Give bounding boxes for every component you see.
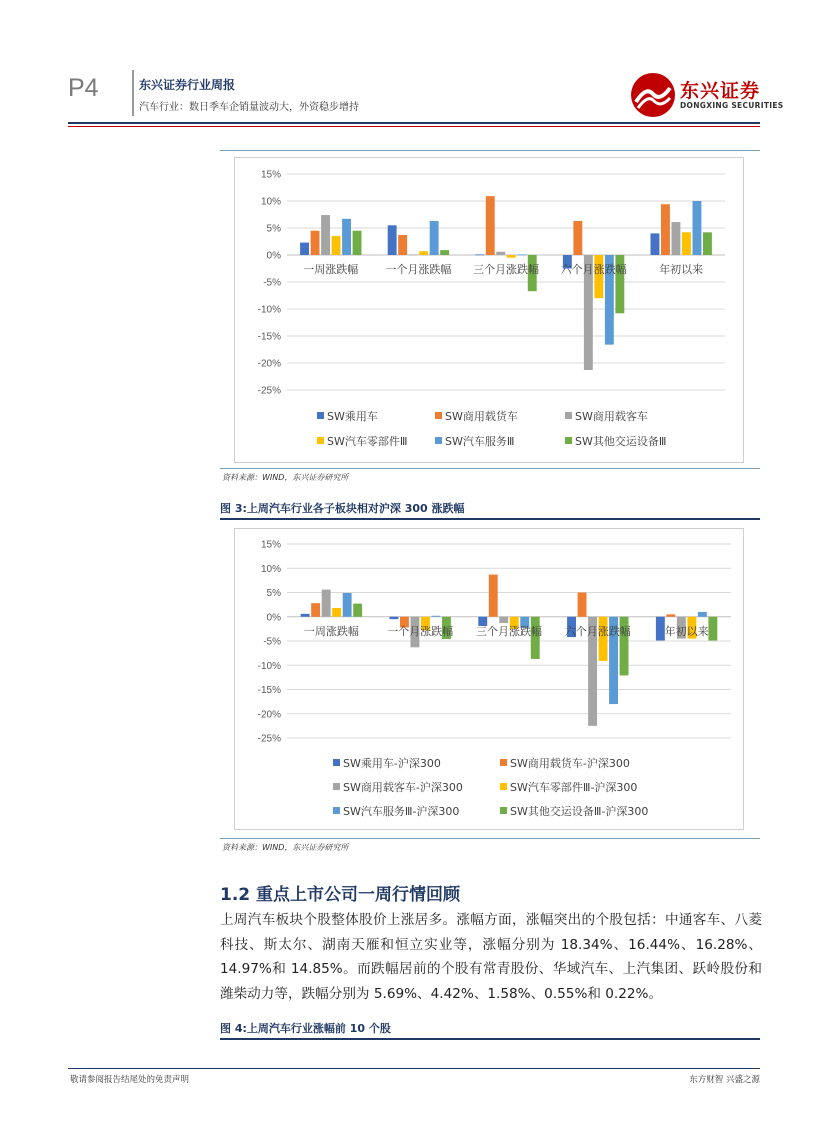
bar	[496, 252, 505, 255]
category-label: 年初以来	[659, 263, 704, 276]
chart1-top-rule	[220, 150, 760, 151]
report-series-title: 东兴证券行业周报	[139, 78, 236, 92]
bar	[475, 254, 484, 255]
bar	[300, 243, 309, 255]
bar	[311, 603, 320, 617]
figure-4-title: 图 4:上周汽车行业涨幅前 10 个股	[220, 1022, 391, 1035]
bar	[390, 617, 399, 619]
legend-label: SW商用载货车-沪深300	[510, 757, 630, 770]
figure-3-title: 图 3:上周汽车行业各子板块相对沪深 300 涨跌幅	[220, 502, 465, 515]
y-tick-label: 5%	[266, 588, 281, 599]
chart1-source: 资料来源：WIND，东兴证券研究所	[222, 473, 349, 482]
y-tick-label: 15%	[260, 169, 281, 181]
bar	[656, 617, 665, 641]
chart-1	[234, 157, 744, 463]
legend-label: SW其他交运设备Ⅲ-沪深300	[510, 805, 649, 818]
section-paragraph: 上周汽车板块个股整体股价上涨居多。涨幅方面，涨幅突出的个股包括：中通客车、八菱科技、斯太尔、湖南天雁和恒立实业等，涨幅分别为 18.34%、16.44%、16.28%、14.97%和 14.85%。而跌幅居前的个股有常青股份、华域汽车、上汽集团、跃岭股份和潍柴动力等，跌幅分别为 5.69%、4.42%、1.58%、0.55%和 0.22%。	[220, 912, 762, 1002]
y-tick-label: -5%	[263, 277, 281, 289]
legend-swatch	[500, 783, 507, 790]
bar	[332, 608, 341, 617]
bar	[507, 255, 516, 258]
bar	[332, 236, 341, 255]
legend-label: SW商用载货车	[445, 410, 518, 423]
category-label: 六个月涨跌幅	[564, 624, 631, 638]
y-tick-label: -10%	[257, 660, 281, 672]
bar	[573, 221, 582, 255]
section-heading: 1.2 重点上市公司一周行情回顾	[220, 885, 461, 905]
chart2-bottom-rule	[220, 838, 760, 839]
bar	[682, 232, 691, 255]
legend-swatch	[435, 412, 442, 419]
y-tick-label: 0%	[266, 612, 281, 624]
brand-name: 东兴证券	[680, 80, 761, 102]
chart-2	[234, 528, 744, 830]
y-tick-label: -10%	[257, 304, 281, 316]
legend-label: SW其他交运设备Ⅲ	[575, 435, 667, 448]
footer-disclaimer: 敬请参阅报告结尾处的免责声明	[70, 1075, 190, 1085]
category-label: 一个月涨跌幅	[385, 263, 452, 276]
legend-swatch	[500, 807, 507, 814]
page-number: P4	[68, 74, 99, 102]
bar	[698, 612, 707, 617]
bar	[486, 196, 495, 255]
legend-label: SW乘用车-沪深300	[343, 757, 441, 770]
bar	[666, 614, 675, 616]
y-tick-label: -20%	[257, 358, 281, 370]
chart2-source: 资料来源：WIND，东兴证券研究所	[222, 843, 349, 852]
legend-label: SW汽车零部件Ⅲ	[327, 435, 408, 448]
y-tick-label: -20%	[257, 709, 281, 721]
category-label: 一周涨跌幅	[303, 624, 359, 638]
bar	[353, 604, 362, 617]
bar	[321, 215, 330, 255]
legend-swatch	[333, 807, 340, 814]
y-tick-label: -25%	[257, 385, 281, 397]
figure-4-rule	[220, 1038, 760, 1040]
bar	[661, 204, 670, 255]
bar	[531, 617, 540, 659]
y-tick-label: 10%	[260, 196, 281, 208]
bar	[599, 617, 608, 661]
brand-name-en: DONGXING SECURITIES	[680, 101, 784, 110]
bar	[342, 219, 351, 255]
bar	[343, 593, 352, 617]
legend-label: SW汽车零部件Ⅲ-沪深300	[510, 781, 638, 794]
legend-swatch	[500, 759, 507, 766]
chart-1-svg	[235, 158, 743, 462]
y-tick-label: -15%	[257, 685, 281, 696]
category-label: 一周涨跌幅	[303, 263, 359, 276]
bar	[693, 201, 702, 255]
bar	[430, 221, 439, 255]
y-tick-label: 0%	[266, 250, 281, 262]
bar	[489, 575, 498, 617]
bar	[398, 235, 407, 255]
legend-swatch	[565, 412, 572, 419]
legend-swatch	[333, 783, 340, 790]
legend-swatch	[317, 437, 324, 444]
legend-swatch	[565, 437, 572, 444]
legend-swatch	[333, 759, 340, 766]
chart1-bottom-rule	[220, 468, 760, 469]
legend-label: SW汽车服务Ⅲ	[445, 435, 515, 448]
figure-3-rule	[220, 518, 760, 520]
y-tick-label: 5%	[266, 223, 281, 235]
bar	[594, 255, 603, 298]
y-tick-label: 10%	[260, 563, 281, 575]
category-label: 一个月涨跌幅	[387, 624, 454, 638]
chart-2-svg	[235, 529, 743, 829]
dongxing-logo-icon	[630, 72, 676, 118]
bar	[517, 254, 526, 255]
y-tick-label: -25%	[257, 733, 281, 745]
category-label: 六个月涨跌幅	[560, 263, 627, 276]
category-label: 三个月涨跌幅	[473, 263, 539, 276]
bar	[440, 250, 449, 255]
bar	[578, 593, 587, 617]
bar	[322, 590, 331, 617]
legend-label: SW汽车服务Ⅲ-沪深300	[343, 805, 460, 818]
legend-label: SW商用载客车	[575, 410, 648, 423]
bar	[499, 617, 508, 623]
category-label: 年初以来	[664, 624, 709, 638]
bar	[419, 251, 428, 255]
header-rule	[68, 122, 760, 124]
bar	[672, 222, 681, 255]
bar	[353, 231, 362, 255]
category-label: 三个月涨跌幅	[476, 624, 542, 638]
bar	[388, 225, 397, 255]
bar	[708, 617, 717, 641]
bar	[409, 254, 418, 255]
y-tick-label: -5%	[263, 636, 281, 648]
bar	[651, 233, 660, 255]
legend-label: SW乘用车	[327, 410, 378, 423]
report-subtitle: 汽车行业：数日季车企销量波动大，外资稳步增持	[139, 102, 359, 113]
legend-label: SW商用载客车-沪深300	[343, 781, 463, 794]
y-tick-label: -15%	[257, 331, 281, 343]
legend-swatch	[435, 437, 442, 444]
bar	[432, 616, 441, 617]
header-divider	[132, 70, 134, 116]
bar	[301, 614, 310, 617]
legend-swatch	[317, 412, 324, 419]
bar	[311, 231, 320, 255]
footer-rule	[68, 1068, 760, 1069]
footer-slogan: 东方财智 兴盛之源	[689, 1075, 760, 1085]
y-tick-label: 15%	[260, 539, 281, 551]
header-rule-accent	[68, 126, 760, 127]
bar	[703, 232, 712, 255]
